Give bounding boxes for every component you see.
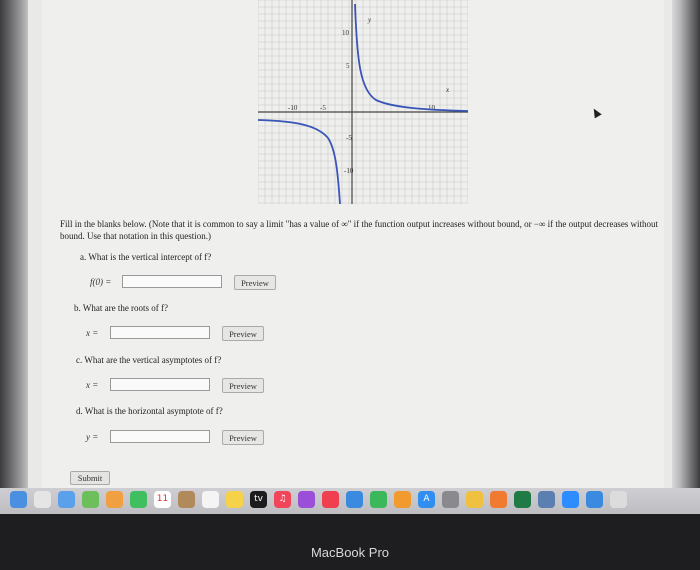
x-axis-name: x	[446, 86, 450, 94]
tick-label-y-pos10: 10	[342, 29, 349, 37]
photos-icon[interactable]	[106, 491, 123, 508]
laptop-chin	[0, 514, 700, 570]
dock	[0, 488, 700, 514]
question-c-label: x =	[86, 380, 99, 390]
question-d-prompt: d. What is the horizontal asymptote of f?	[76, 406, 223, 416]
graph-grid	[258, 0, 468, 204]
vertical-intercept-input[interactable]	[122, 275, 222, 288]
tick-label-x-pos10: 10	[428, 104, 435, 112]
numbers-icon[interactable]	[370, 491, 387, 508]
horizontal-asymptote-input[interactable]	[110, 430, 210, 443]
podcasts-icon[interactable]	[298, 491, 315, 508]
question-a-label: f(0) =	[90, 277, 112, 287]
excel-icon[interactable]	[514, 491, 531, 508]
tick-label-y-pos5: 5	[346, 62, 350, 70]
tick-label-x-neg5: -5	[320, 104, 326, 112]
tv-icon[interactable]: tv	[250, 491, 267, 508]
submit-button[interactable]: Submit	[70, 471, 110, 485]
question-a-prompt: a. What is the vertical intercept of f?	[80, 252, 212, 262]
keynote-icon[interactable]	[346, 491, 363, 508]
instructions-text: Fill in the blanks below. (Note that it is common to say a limit "has a value of ∞" if the function output increases without bound, or −∞ if the output decreases without bound. Use that notation in this question.)	[60, 219, 659, 241]
news-icon[interactable]	[322, 491, 339, 508]
question-b-prompt: b. What are the roots of f?	[74, 303, 169, 313]
vertical-asymptotes-input[interactable]	[110, 378, 210, 391]
reminders-icon[interactable]	[202, 491, 219, 508]
trash-icon[interactable]	[610, 491, 627, 508]
music-icon[interactable]: ♫	[274, 491, 291, 508]
tick-label-y-neg5: -5	[346, 134, 352, 142]
maps-icon[interactable]	[82, 491, 99, 508]
brand-label: MacBook Pro	[310, 545, 390, 560]
pages-icon[interactable]	[394, 491, 411, 508]
downloads-icon[interactable]	[586, 491, 603, 508]
finder-icon[interactable]	[10, 491, 27, 508]
roots-input[interactable]	[110, 326, 210, 339]
preview-button-a[interactable]: Preview	[234, 275, 276, 290]
mail-icon[interactable]	[58, 491, 75, 508]
laptop-bezel-right	[672, 0, 700, 490]
settings-icon[interactable]	[442, 491, 459, 508]
preview-button-b[interactable]: Preview	[222, 326, 264, 341]
function-graph	[258, 0, 468, 204]
appstore-icon[interactable]: A	[418, 491, 435, 508]
preview-button-c[interactable]: Preview	[222, 378, 264, 393]
laptop-bezel-left	[0, 0, 30, 490]
curve-right-branch	[355, 4, 468, 111]
preview-icon[interactable]	[538, 491, 555, 508]
notes-folder-icon[interactable]	[466, 491, 483, 508]
question-d-label: y =	[86, 432, 99, 442]
zoom-icon[interactable]	[562, 491, 579, 508]
calendar-icon[interactable]: 11	[154, 491, 171, 508]
facetime-icon[interactable]	[130, 491, 147, 508]
question-b-label: x =	[86, 328, 99, 338]
chrome-icon[interactable]	[34, 491, 51, 508]
notes-icon[interactable]	[226, 491, 243, 508]
contacts-icon[interactable]	[178, 491, 195, 508]
books-icon[interactable]	[490, 491, 507, 508]
tick-label-x-neg10: -10	[288, 104, 298, 112]
y-axis-name: y	[368, 16, 372, 24]
tick-label-y-neg10: -10	[344, 167, 354, 175]
preview-button-d[interactable]: Preview	[222, 430, 264, 445]
question-c-prompt: c. What are the vertical asymptotes of f?	[76, 355, 222, 365]
